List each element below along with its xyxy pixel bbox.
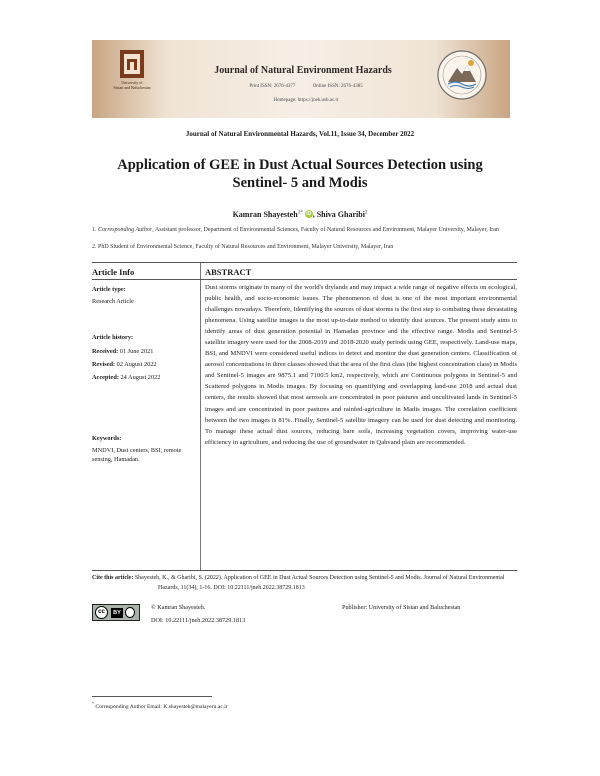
orcid-icon[interactable]: iD xyxy=(306,211,312,217)
section-divider xyxy=(92,279,517,280)
column-divider xyxy=(200,263,201,570)
abstract-heading: ABSTRACT xyxy=(205,267,252,277)
footnote: * Corresponding Author Email: K.shayesteh@malayeru.ac.ir xyxy=(92,701,228,710)
cc-by-license-icon[interactable]: cc BY xyxy=(92,604,140,621)
section-divider xyxy=(92,570,517,571)
publisher: Publisher: University of Sistan and Baluchestan xyxy=(342,604,461,611)
abstract-text: Dust storms originate in many of the world's drylands and may impact a wide range of negative effects on ecological, public health, and socio-economic issues. The phenomenon of dust is one of the most important environmental challenges nowadays. Therefore, Identifying the sources of dust storms is the first step to combating these devastating phenomena. Using satellite images is the most up-to-date method to identify dust sources. The present study aims to identify areas of dust generation potential in Hamadan province and the effective range. Modis and Sentinel-5 satellite imagery were used for the 2008-2019 and 2018-2020 study periods using GEE, respectively. Land-use maps, BSI, and MNDVI were considered useful indices to detect and monitor the dust generation centers. Classification of aerosol concentrations in three classes showed that the area of the first class (the highest concentration class) in Modis and Sentinel-5 images are 9875.1 and 7100.5 km2, respectively, which are Continuous polygons in Sentinel-5 and Scattered polygons in Modis images. By focusing on quantifying and overlapping land-use 2018 and actual dust centers, the results showed that most aerosols are concentrated in poor pastures and uncultivated lands in Sentinel-5 images and are concentrated in poor pastures and rainfed-agriculture in Madis images. The correlation coefficient between the two images is 81%. Finally, Sentinel-5 satellite imagery can be used for dust detecting and monitoring. To manage these actual dust sources, reducing bare soils, increasing vegetation covers, improving water-use efficiency in agriculture, and reducing the use of groundwater in Qahvand plain are recommended. xyxy=(205,284,518,446)
article-history: Article history: Received: 01 June 2021 Revised: 02 August 2022 Accepted: 24 August 2022 xyxy=(92,334,161,381)
section-divider xyxy=(92,262,517,263)
keywords: Keywords: MNDVI, Dust centers, BSI, remote sensing, Hamadan. xyxy=(92,435,182,463)
journal-issn xyxy=(184,84,428,89)
online-issn: Online ISSN: 2676-4385 xyxy=(312,84,363,89)
journal-emblem-icon xyxy=(436,49,488,101)
journal-banner-title: Journal of Natural Environment Hazards xyxy=(214,65,392,76)
article-info-heading: Article Info xyxy=(92,267,135,277)
affiliation-2: 2. PhD Student of Environmental Science, Faculty of Natural Resources and Environment, Malayer University, Malayer, Iran xyxy=(92,244,394,250)
author-name: Shiva Gharibi xyxy=(316,210,365,219)
journal-banner xyxy=(92,40,510,118)
print-issn: Print ISSN: 2676-4377 xyxy=(249,84,296,89)
university-logo-icon xyxy=(112,50,152,104)
affiliation-1: 1. Corresponding Author, Assistant professor, Department of Environmental Sciences, Faculty of Natural Resources and Environment, Malayer University, Malayer, Iran xyxy=(92,227,499,233)
citation: Cite this article: Shayesteh, K., & Gharibi, S. (2022). Application of GEE in Dust Actual Sources Detection using Sentinel-5 and Modis. Journal of Natural Environmental Hazards, 11(34), 1-16. DOI: 10.22111/jneh.2022.38729.1813 xyxy=(92,575,505,591)
copyright: © Kamran Shayesteh. xyxy=(151,604,206,611)
university-logo-caption: University of Sistan and Baluchestan xyxy=(113,80,151,90)
article-type: Article type: Research Article xyxy=(92,286,134,305)
journal-citation-line: Journal of Natural Environmental Hazards, Vol.11, Issue 34, December 2022 xyxy=(185,130,415,138)
author-list: Kamran Shayesteh$^{1*}$ iD , Shiva Gharibi$^2$ xyxy=(232,210,368,219)
paper-title: Application of GEE in Dust Actual Sources Detection using Sentinel- 5 and Modis xyxy=(117,157,483,191)
journal-homepage-link[interactable]: Homepage: https://jneh.usb.ac.ir xyxy=(273,98,339,103)
doi-link[interactable]: DOI: 10.22111/jneh.2022.38729.1813 xyxy=(151,617,246,624)
author-name: Kamran Shayesteh xyxy=(232,210,298,219)
footnote-divider xyxy=(92,696,212,697)
